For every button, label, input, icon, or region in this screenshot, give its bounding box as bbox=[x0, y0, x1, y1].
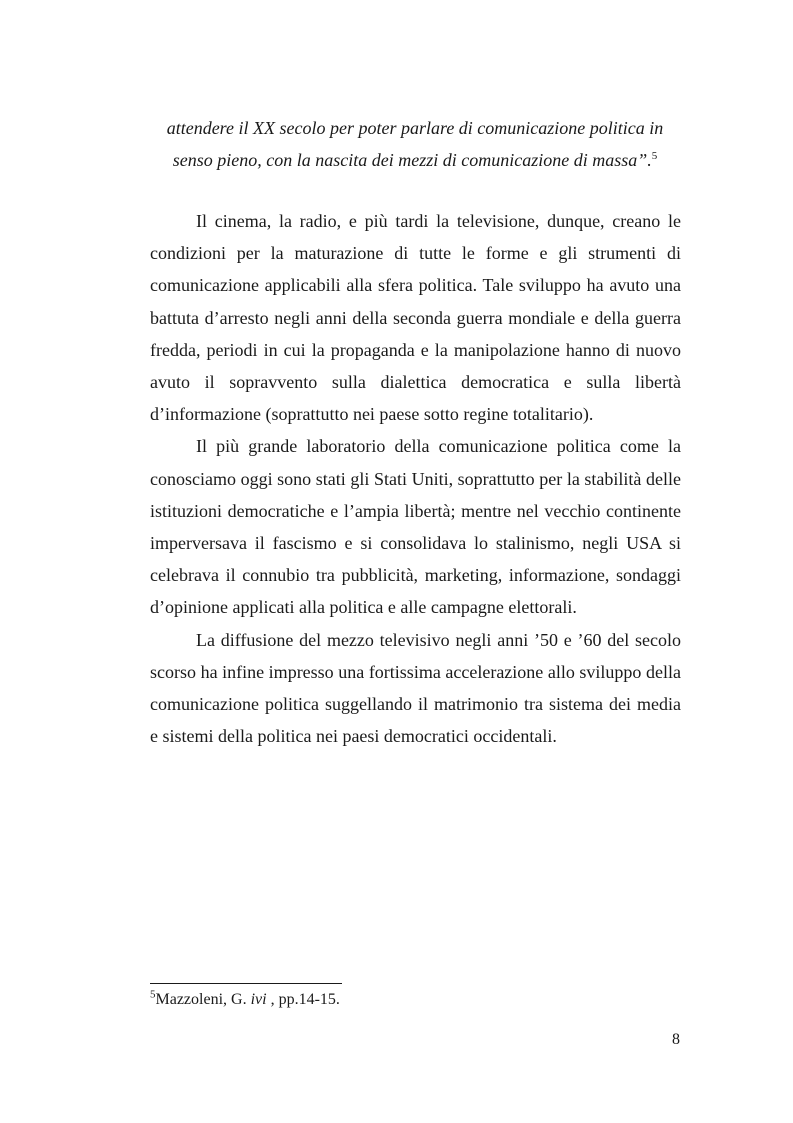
paragraph-2: Il più grande laboratorio della comunicazione politica come la conosciamo oggi sono stati gli Stati Uniti, soprattutto per la stabilità delle istituzioni democratiche e l’ampia libertà; mentre nel vecchio continente imperversava il fascismo e si consolidava lo stalinismo, negli USA si celebrava il connubio tra pubblicità, marketing, informazione, sondaggi d’opinione applicati alla politica e alle campagne elettorali. bbox=[150, 436, 681, 618]
footnote-pages: , pp.14-15. bbox=[266, 991, 340, 1008]
block-quote bbox=[150, 112, 680, 176]
footnote-author: Mazzoleni, G. bbox=[155, 991, 251, 1008]
footnote-ivi: ivi bbox=[250, 991, 267, 1008]
paragraph-3: La diffusione del mezzo televisivo negli anni ’50 e ’60 del secolo scorso ha infine impresso una fortissima accelerazione allo sviluppo della comunicazione politica suggellando il matrimonio tra sistema dei media e sistemi della politica nei paesi democratici occidentali. bbox=[150, 629, 681, 747]
footnote bbox=[150, 989, 340, 1011]
quote-text: attendere il XX secolo per poter parlare di comunicazione politica in senso pieno, con la nascita dei mezzi di comunicazione di massa”. bbox=[166, 118, 664, 170]
footnote-marker: 5 bbox=[150, 988, 156, 1001]
paragraph-1: Il cinema, la radio, e più tardi la televisione, dunque, creano le condizioni per la maturazione di tutte le forme e gli strumenti di comunicazione applicabili alla sfera politica. Tale sviluppo ha avuto una battuta d’arresto negli anni della seconda guerra mondiale e della guerra fredda, periodi in cui la propaganda e la manipolazione hanno di nuovo avuto il sopravvento sulla dialettica democratica e sulla libertà d’informazione (soprattutto nei paese sotto regine totalitario). bbox=[150, 211, 681, 425]
quote-footnote-marker[interactable]: 5 bbox=[651, 150, 658, 162]
body-text bbox=[150, 205, 681, 752]
page-number: 8 bbox=[672, 1031, 680, 1048]
footnote-divider bbox=[150, 983, 342, 984]
